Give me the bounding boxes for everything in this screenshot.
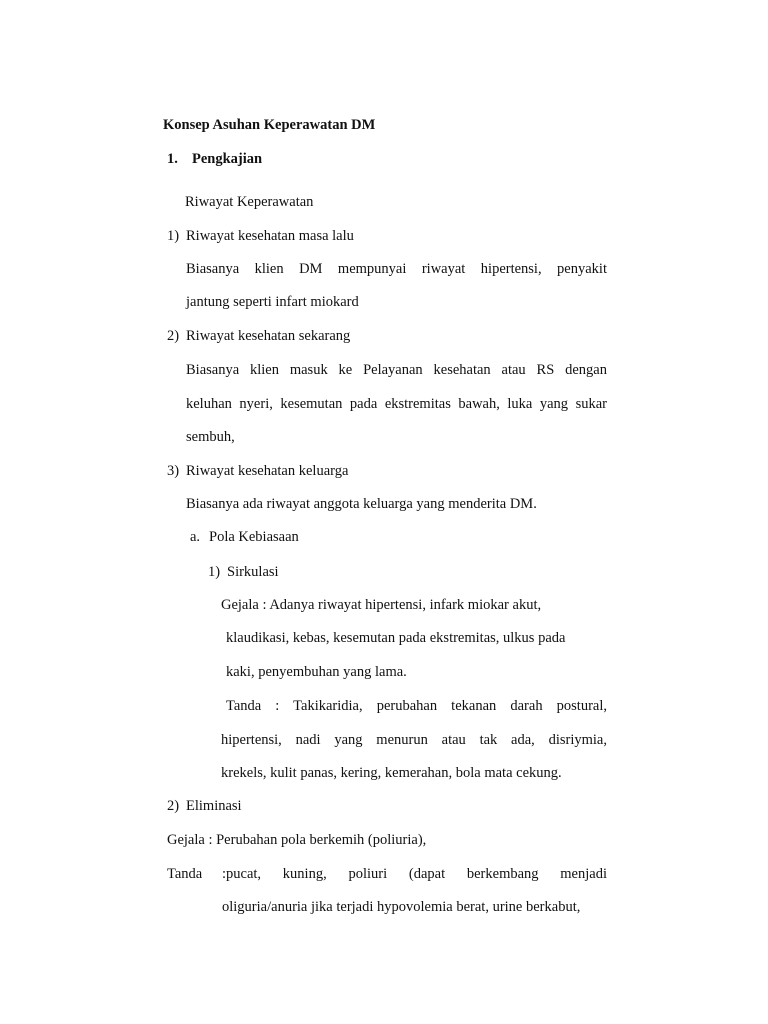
paragraph-line: Gejala : Adanya riwayat hipertensi, infark miokar akut, [221, 597, 542, 613]
paragraph-line: Biasanya ada riwayat anggota keluarga yang menderita DM. [186, 496, 537, 512]
item-heading: Riwayat kesehatan sekarang [186, 328, 351, 344]
paragraph-line: kaki, penyembuhan yang lama. [226, 664, 407, 680]
item-heading: Eliminasi [186, 798, 242, 814]
tanda-label: Tanda [167, 866, 203, 882]
document-title: Konsep Asuhan Keperawatan DM [163, 117, 376, 133]
paragraph-line: hipertensi, nadi yang menurun atau tak ada, disriymia, [221, 732, 607, 748]
paragraph-line: krekels, kulit panas, kering, kemerahan, bola mata cekung. [221, 765, 562, 781]
subitem-letter: a. [190, 529, 201, 545]
paragraph-line: oliguria/anuria jika terjadi hypovolemia berat, urine berkabut, [222, 899, 581, 915]
item-number: 2) [167, 798, 180, 814]
subitem-heading: Pola Kebiasaan [209, 529, 299, 545]
subitem-number: 1) [208, 564, 221, 580]
subitem-heading: Sirkulasi [227, 564, 279, 580]
item-number: 1) [167, 228, 180, 244]
subheading-riwayat: Riwayat Keperawatan [185, 194, 314, 210]
paragraph-line: Tanda : Takikaridia, perubahan tekanan darah postural, [226, 698, 607, 714]
paragraph-line: :pucat, kuning, poliuri (dapat berkembang menjadi [222, 866, 607, 882]
item-number: 3) [167, 463, 180, 479]
paragraph-line: sembuh, [186, 429, 235, 445]
paragraph-line: jantung seperti infart miokard [186, 294, 359, 310]
item-number: 2) [167, 328, 180, 344]
section-number: 1. [167, 151, 178, 167]
paragraph-line: klaudikasi, kebas, kesemutan pada ekstremitas, ulkus pada [226, 630, 566, 646]
paragraph-line: keluhan nyeri, kesemutan pada ekstremitas bawah, luka yang sukar [186, 396, 607, 412]
paragraph-line: Biasanya klien DM mempunyai riwayat hipertensi, penyakit [186, 261, 607, 277]
paragraph-line: Gejala : Perubahan pola berkemih (poliuria), [167, 832, 427, 848]
item-heading: Riwayat kesehatan keluarga [186, 463, 349, 479]
section-heading: Pengkajian [192, 151, 263, 167]
item-heading: Riwayat kesehatan masa lalu [186, 228, 354, 244]
paragraph-line: Biasanya klien masuk ke Pelayanan kesehatan atau RS dengan [186, 362, 607, 378]
